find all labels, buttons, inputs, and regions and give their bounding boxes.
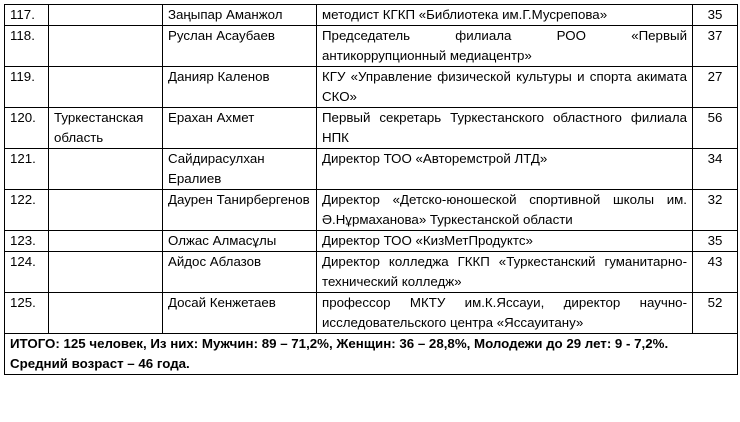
row-name: Сайдирасулхан Ералиев: [163, 149, 317, 190]
row-age: 56: [693, 108, 738, 149]
table-row: [5, 108, 738, 149]
row-age: 27: [693, 67, 738, 108]
row-name: Даурен Танирбергенов: [163, 190, 317, 231]
row-region: Туркестанская область: [49, 108, 163, 149]
row-number: 119.: [5, 67, 49, 108]
row-region: [49, 190, 163, 231]
row-position: КГУ «Управление физической культуры и спорта акимата СКО»: [317, 67, 693, 108]
row-region: [49, 252, 163, 293]
row-name: Руслан Асаубаев: [163, 26, 317, 67]
row-number: 124.: [5, 252, 49, 293]
row-name: Ерахан Ахмет: [163, 108, 317, 149]
row-position: Директор ТОО «КизМетПродуктс»: [317, 231, 693, 252]
row-number: 122.: [5, 190, 49, 231]
row-region: [49, 5, 163, 26]
row-age: 43: [693, 252, 738, 293]
row-position: Директор ТОО «Авторемстрой ЛТД»: [317, 149, 693, 190]
table-row: [5, 293, 738, 334]
row-age: 52: [693, 293, 738, 334]
row-region: [49, 231, 163, 252]
row-name: Олжас Алмасұлы: [163, 231, 317, 252]
summary-cell: [5, 334, 738, 375]
table-row: [5, 67, 738, 108]
row-position: Первый секретарь Туркестанского областного филиала НПК: [317, 108, 693, 149]
row-position: профессор МКТУ им.К.Яссауи, директор научно-исследовательского центра «Яссауитану»: [317, 293, 693, 334]
row-region: [49, 26, 163, 67]
row-position: Директор колледжа ГККП «Туркестанский гуманитарно-технический колледж»: [317, 252, 693, 293]
table-row: [5, 5, 738, 26]
table-row: [5, 149, 738, 190]
row-region: [49, 149, 163, 190]
row-position: Директор «Детско-юношеской спортивной школы им. Ә.Нұрмаханова» Туркестанской области: [317, 190, 693, 231]
row-name: Заңыпар Аманжол: [163, 5, 317, 26]
table-row: [5, 190, 738, 231]
row-number: 125.: [5, 293, 49, 334]
row-age: 34: [693, 149, 738, 190]
row-position: методист КГКП «Библиотека им.Г.Мусрепова»: [317, 5, 693, 26]
table-row: [5, 252, 738, 293]
row-number: 117.: [5, 5, 49, 26]
row-name: Данияр Каленов: [163, 67, 317, 108]
row-name: Айдос Аблазов: [163, 252, 317, 293]
participants-table: [4, 4, 738, 375]
table-row: [5, 231, 738, 252]
summary-totals: ИТОГО: 125 человек, Из них: Мужчин: 89 – 71,2%, Женщин: 36 – 28,8%, Молодежи до 29 лет: 9 - 7,2%.: [10, 336, 669, 351]
row-region: [49, 293, 163, 334]
row-number: 123.: [5, 231, 49, 252]
table-body: [5, 5, 738, 334]
row-region: [49, 67, 163, 108]
row-number: 120.: [5, 108, 49, 149]
row-number: 121.: [5, 149, 49, 190]
summary-row: [5, 334, 738, 375]
row-age: 37: [693, 26, 738, 67]
table-row: [5, 26, 738, 67]
row-age: 35: [693, 5, 738, 26]
row-number: 118.: [5, 26, 49, 67]
row-position: Председатель филиала РОО «Первый антикоррупционный медиацентр»: [317, 26, 693, 67]
row-name: Досай Кенжетаев: [163, 293, 317, 334]
summary-average-age: Средний возраст – 46 года.: [10, 356, 190, 371]
row-age: 32: [693, 190, 738, 231]
row-age: 35: [693, 231, 738, 252]
